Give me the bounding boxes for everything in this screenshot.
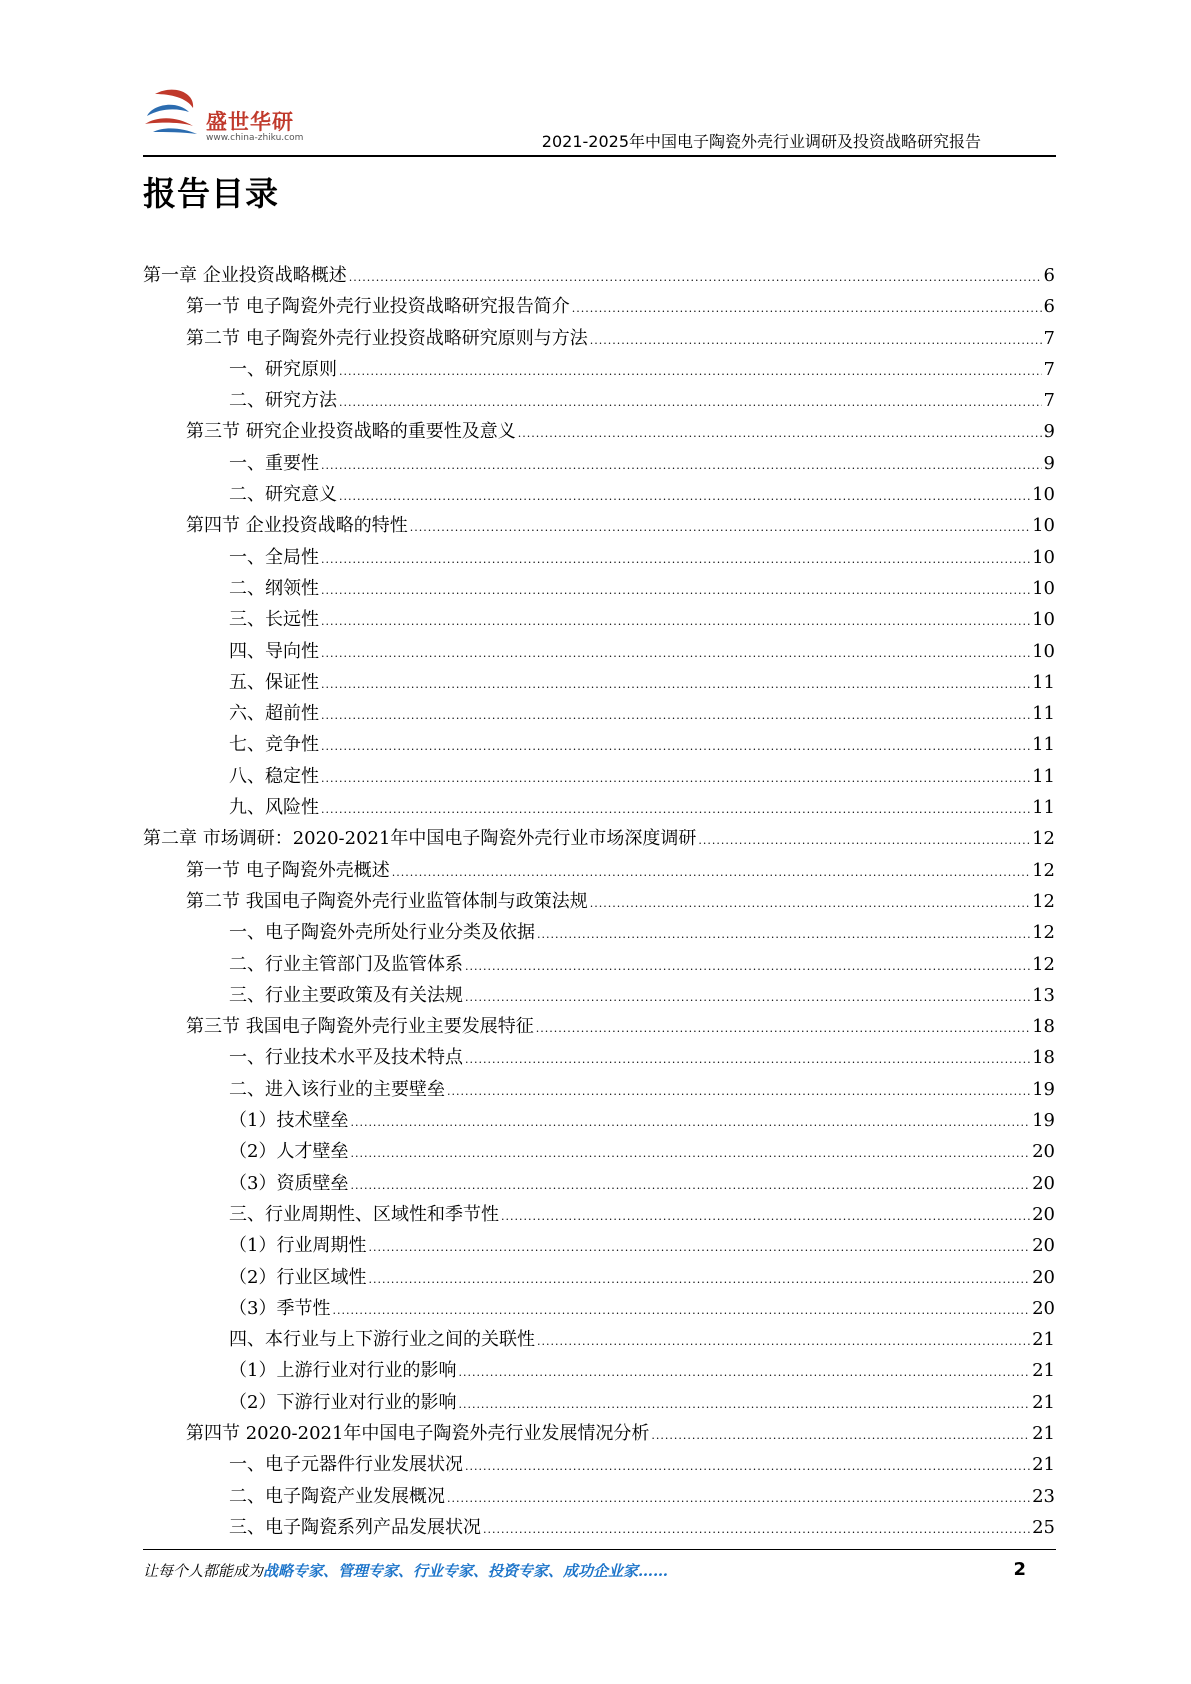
toc-entry-title: （3）资质壁垒 [229, 1172, 349, 1194]
toc-entry-page: 19 [1032, 1078, 1055, 1100]
toc-leader-dots [590, 325, 1042, 356]
toc-leader-dots [339, 481, 1030, 512]
toc-entry[interactable] [143, 1199, 1055, 1230]
page-title: 报告目录 [143, 174, 279, 213]
report-header-title: 2021-2025年中国电子陶瓷外壳行业调研及投资战略研究报告 [541, 132, 981, 151]
toc-entry[interactable] [143, 604, 1055, 635]
toc-entry-page: 6 [1043, 265, 1055, 286]
toc-entry[interactable] [143, 1262, 1055, 1293]
toc-leader-dots [321, 731, 1030, 762]
toc-entry-page: 18 [1032, 1047, 1055, 1069]
toc-entry[interactable] [143, 886, 1055, 917]
toc-entry-title: （1）上游行业对行业的影响 [229, 1360, 457, 1382]
footer-prefix: 让每个人都能成为 [143, 1562, 264, 1580]
toc-entry-title: 一、电子陶瓷外壳所处行业分类及依据 [229, 922, 535, 944]
toc-leader-dots [321, 606, 1030, 637]
toc-leader-dots [447, 1076, 1030, 1107]
toc-leader-dots [536, 1013, 1030, 1044]
toc-leader-dots [321, 700, 1030, 731]
toc-leader-dots [537, 1326, 1030, 1357]
toc-leader-dots [572, 293, 1042, 324]
toc-entry-page: 6 [1043, 296, 1055, 318]
toc-entry-title: 二、进入该行业的主要壁垒 [229, 1078, 445, 1100]
toc-entry-title: 九、风险性 [229, 797, 319, 819]
toc-entry[interactable] [143, 385, 1055, 416]
toc-entry-page: 12 [1032, 953, 1055, 975]
toc-leader-dots [518, 418, 1042, 449]
toc-entry-title: 一、全局性 [229, 546, 319, 568]
footer-highlight: 战略专家、管理专家、行业专家、投资专家、成功企业家…… [263, 1562, 669, 1580]
toc-entry[interactable] [143, 1512, 1055, 1543]
toc-entry[interactable] [143, 698, 1055, 729]
toc-entry-page: 11 [1032, 797, 1055, 819]
toc-entry-page: 10 [1032, 577, 1055, 599]
toc-entry-page: 10 [1032, 515, 1055, 537]
toc-entry-title: 第四节 企业投资战略的特性 [186, 515, 408, 537]
toc-entry-title: 二、行业主管部门及监管体系 [229, 953, 463, 975]
toc-entry-title: 四、导向性 [229, 640, 319, 662]
toc-entry[interactable] [143, 291, 1055, 322]
toc-entry-title: （2）行业区域性 [229, 1266, 367, 1288]
toc-entry[interactable] [143, 573, 1055, 604]
toc-leader-dots [321, 450, 1042, 481]
toc-leader-dots [410, 512, 1030, 543]
toc-entry[interactable] [143, 792, 1055, 823]
toc-leader-dots [321, 575, 1030, 606]
toc-entry-page: 25 [1032, 1516, 1055, 1538]
toc-entry-page: 12 [1032, 890, 1055, 912]
logo-mark-icon [143, 86, 205, 146]
toc-entry-title: 第一节 电子陶瓷外壳行业投资战略研究报告简介 [186, 296, 570, 318]
logo-url: www.china-zhiku.com [206, 133, 304, 143]
toc-entry[interactable] [143, 260, 1055, 291]
toc-entry-page: 20 [1032, 1203, 1055, 1225]
toc-entry-page: 21 [1032, 1329, 1055, 1351]
toc-leader-dots [350, 1107, 1030, 1138]
toc-leader-dots [350, 1138, 1030, 1169]
toc-entry-page: 7 [1043, 327, 1055, 349]
toc-leader-dots [349, 262, 1042, 293]
toc-entry[interactable] [143, 1418, 1055, 1449]
toc-leader-dots [332, 1295, 1030, 1326]
toc-entry-title: 三、行业主要政策及有关法规 [229, 984, 463, 1006]
toc-leader-dots [537, 919, 1030, 950]
toc-entry[interactable] [143, 1011, 1055, 1042]
toc-entry[interactable] [143, 1105, 1055, 1136]
toc-entry-page: 21 [1032, 1454, 1055, 1476]
toc-entry-page: 11 [1032, 765, 1055, 787]
toc-leader-dots [465, 1451, 1030, 1482]
toc-entry-page: 11 [1032, 671, 1055, 693]
toc-entry-title: 三、电子陶瓷系列产品发展状况 [229, 1516, 481, 1538]
toc-entry-title: 一、行业技术水平及技术特点 [229, 1047, 463, 1069]
toc-entry-page: 20 [1032, 1266, 1055, 1288]
toc-entry-page: 10 [1032, 640, 1055, 662]
toc-entry-page: 20 [1032, 1235, 1055, 1257]
toc-entry-title: （1）行业周期性 [229, 1235, 367, 1257]
toc-entry[interactable] [143, 479, 1055, 510]
toc-entry-title: 五、保证性 [229, 671, 319, 693]
toc-entry-title: 第二节 电子陶瓷外壳行业投资战略研究原则与方法 [186, 327, 588, 349]
toc-leader-dots [698, 825, 1030, 856]
toc-entry-page: 12 [1032, 922, 1055, 944]
toc-entry[interactable] [143, 323, 1055, 354]
toc-entry-page: 21 [1032, 1391, 1055, 1413]
toc-leader-dots [483, 1514, 1030, 1545]
logo-name: 盛世华研 [206, 110, 294, 134]
toc-entry[interactable] [143, 1449, 1055, 1480]
toc-entry[interactable] [143, 1293, 1055, 1324]
toc-entry-page: 9 [1043, 452, 1055, 474]
company-logo [143, 86, 313, 148]
toc-entry-page: 13 [1032, 984, 1055, 1006]
toc-entry[interactable] [143, 1230, 1055, 1261]
toc-leader-dots [447, 1483, 1030, 1514]
toc-entry-title: 一、电子元器件行业发展状况 [229, 1454, 463, 1476]
toc-entry-page: 19 [1032, 1110, 1055, 1132]
toc-entry[interactable] [143, 1168, 1055, 1199]
toc-entry-page: 20 [1032, 1141, 1055, 1163]
toc-entry-page: 9 [1043, 421, 1055, 443]
toc-entry[interactable] [143, 855, 1055, 886]
toc-entry-title: （3）季节性 [229, 1297, 331, 1319]
toc-leader-dots [350, 1170, 1030, 1201]
toc-entry-page: 11 [1032, 703, 1055, 725]
toc-entry-page: 10 [1032, 546, 1055, 568]
toc-entry-page: 7 [1043, 390, 1055, 412]
toc-entry-title: 八、稳定性 [229, 765, 319, 787]
toc-entry-title: 第一章 企业投资战略概述 [143, 265, 347, 286]
toc-entry[interactable] [143, 1136, 1055, 1167]
toc-entry[interactable] [143, 1355, 1055, 1386]
footer-slogan [143, 1560, 668, 1581]
toc-entry-title: 二、电子陶瓷产业发展概况 [229, 1485, 445, 1507]
header-divider [143, 155, 1056, 157]
toc-entry-title: 第四节 2020-2021年中国电子陶瓷外壳行业发展情况分析 [186, 1422, 650, 1444]
table-of-contents [143, 260, 1055, 1543]
toc-entry-title: 四、本行业与上下游行业之间的关联性 [229, 1329, 535, 1351]
toc-entry-title: 第三节 我国电子陶瓷外壳行业主要发展特征 [186, 1016, 534, 1038]
toc-entry-title: 三、行业周期性、区域性和季节性 [229, 1203, 499, 1225]
toc-entry-page: 23 [1032, 1485, 1055, 1507]
toc-entry-page: 21 [1032, 1422, 1055, 1444]
toc-entry-title: 二、研究方法 [229, 390, 337, 412]
toc-entry[interactable] [143, 542, 1055, 573]
toc-entry-title: （1）技术壁垒 [229, 1110, 349, 1132]
toc-entry-title: 二、研究意义 [229, 484, 337, 506]
toc-entry[interactable] [143, 667, 1055, 698]
toc-leader-dots [465, 982, 1030, 1013]
toc-entry-page: 21 [1032, 1360, 1055, 1382]
toc-entry-title: （2）人才壁垒 [229, 1141, 349, 1163]
toc-entry-page: 20 [1032, 1297, 1055, 1319]
toc-entry-page: 10 [1032, 484, 1055, 506]
toc-entry[interactable] [143, 980, 1055, 1011]
toc-leader-dots [339, 356, 1042, 387]
toc-entry[interactable] [143, 510, 1055, 541]
toc-leader-dots [458, 1357, 1030, 1388]
toc-entry-title: 第三节 研究企业投资战略的重要性及意义 [186, 421, 516, 443]
toc-entry[interactable] [143, 949, 1055, 980]
toc-leader-dots [368, 1232, 1030, 1263]
toc-leader-dots [465, 951, 1030, 982]
toc-entry[interactable] [143, 823, 1055, 854]
toc-entry-title: 第二章 市场调研：2020-2021年中国电子陶瓷外壳行业市场深度调研 [143, 828, 697, 850]
toc-entry[interactable] [143, 354, 1055, 385]
toc-entry[interactable] [143, 917, 1055, 948]
toc-leader-dots [501, 1201, 1030, 1232]
toc-entry-title: 第二节 我国电子陶瓷外壳行业监管体制与政策法规 [186, 890, 588, 912]
toc-leader-dots [590, 888, 1030, 919]
toc-entry-title: 第一节 电子陶瓷外壳概述 [186, 859, 390, 881]
toc-entry-page: 10 [1032, 609, 1055, 631]
toc-leader-dots [321, 544, 1030, 575]
toc-entry-title: 一、研究原则 [229, 358, 337, 380]
toc-entry[interactable] [143, 1074, 1055, 1105]
toc-entry-title: 七、竞争性 [229, 734, 319, 756]
toc-entry-page: 12 [1032, 828, 1055, 850]
toc-entry[interactable] [143, 1042, 1055, 1073]
page-number: 2 [1013, 1559, 1026, 1580]
toc-leader-dots [368, 1264, 1030, 1295]
toc-entry[interactable] [143, 1481, 1055, 1512]
toc-leader-dots [321, 638, 1030, 669]
toc-entry-title: 三、长远性 [229, 609, 319, 631]
toc-entry-title: （2）下游行业对行业的影响 [229, 1391, 457, 1413]
toc-entry-page: 18 [1032, 1016, 1055, 1038]
toc-leader-dots [465, 1044, 1030, 1075]
toc-leader-dots [321, 794, 1030, 825]
toc-entry-page: 12 [1032, 859, 1055, 881]
toc-leader-dots [458, 1389, 1030, 1420]
toc-entry[interactable] [143, 416, 1055, 447]
toc-entry-title: 六、超前性 [229, 703, 319, 725]
toc-leader-dots [339, 387, 1042, 418]
toc-entry-title: 一、重要性 [229, 452, 319, 474]
toc-entry-page: 7 [1043, 358, 1055, 380]
toc-entry[interactable] [143, 1387, 1055, 1418]
toc-leader-dots [651, 1420, 1030, 1451]
toc-entry[interactable] [143, 448, 1055, 479]
toc-entry-page: 20 [1032, 1172, 1055, 1194]
toc-leader-dots [321, 763, 1030, 794]
toc-entry-page: 11 [1032, 734, 1055, 756]
toc-entry[interactable] [143, 1324, 1055, 1355]
toc-entry[interactable] [143, 761, 1055, 792]
footer-divider [143, 1549, 1056, 1550]
toc-leader-dots [321, 669, 1030, 700]
toc-entry-title: 二、纲领性 [229, 577, 319, 599]
toc-entry[interactable] [143, 729, 1055, 760]
toc-entry[interactable] [143, 636, 1055, 667]
toc-leader-dots [392, 857, 1030, 888]
